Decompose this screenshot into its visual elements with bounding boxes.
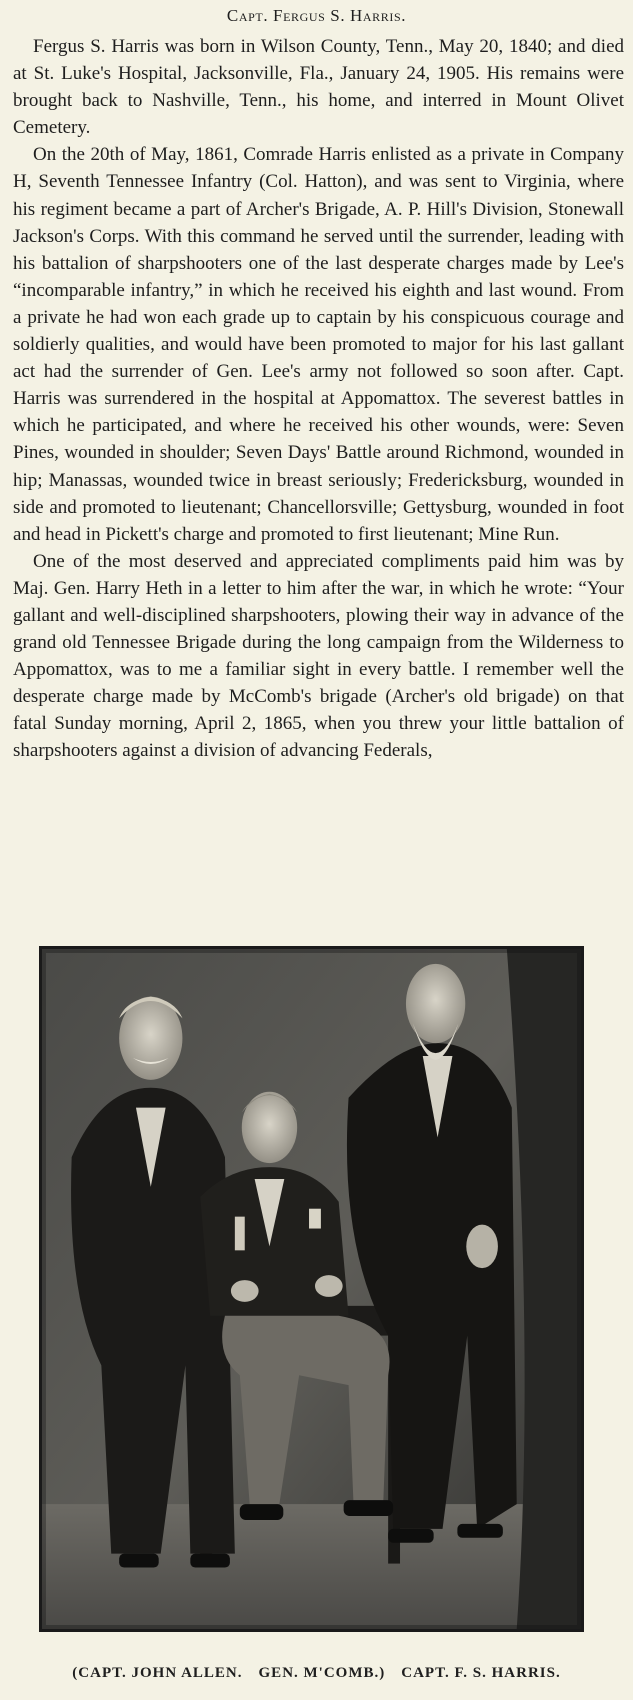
group-portrait-photo	[39, 946, 584, 1632]
paragraph-birth-death: Fergus S. Harris was born in Wilson County, Tenn., May 20, 1840; and died at St. Luke's Hospital, Jacksonville, Fla., January 24, 1905. His remains were brought back to Nashville, Tenn., his home, and interred in Mount Olivet Cemetery.	[13, 36, 624, 139]
photo-caption	[0, 1665, 633, 1682]
paragraph-heth-letter: One of the most deserved and appreciated compliments paid him was by Maj. Gen. Harry Heth in a letter to him after the war, in which he wrote: “Your gallant and well-disciplined sharpshooters, plowing their way in advance of the grand old Tennessee Brigade during the long campaign from the Wilderness to Appomattox, was to me a familiar sight in every battle. I remember well the desperate charge made by McComb's brigade (Archer's old brigade) on that fatal Sunday morning, April 2, 1865, when you threw your little battalion of sharpshooters against a division of advancing Federals,	[13, 550, 624, 762]
caption-middle-name: GEN. M'COMB.)	[258, 1665, 386, 1681]
caption-left-name: (CAPT. JOHN ALLEN.	[72, 1665, 243, 1681]
article-title: Capt. Fergus S. Harris.	[226, 6, 407, 25]
article-body	[13, 33, 624, 765]
caption-right-name: CAPT. F. S. HARRIS.	[401, 1665, 561, 1681]
paragraph-military-service: On the 20th of May, 1861, Comrade Harris enlisted as a private in Company H, Seventh Tennessee Infantry (Col. Hatton), and was sent to Virginia, where his regiment became a part of Archer's Brigade, A. P. Hill's Division, Stonewall Jackson's Corps. With this command he served until the surrender, leading with his battalion of sharpshooters one of the last desperate charges made by Lee's “incomparable infantry,” in which he received his eighth and last wound. From a private he had won each grade up to captain by his conspicuous courage and soldierly qualities, and would have been promoted to major for his last gallant act had the surrender of Gen. Lee's army not followed so soon after. Capt. Harris was surrendered in the hospital at Appomattox. The severest battles in which he participated, and where he received his other wounds, were: Seven Pines, wounded in shoulder; Seven Days' Battle around Richmond, wounded in hip; Manassas, wounded twice in breast seriously; Fredericksburg, wounded in side and promoted to lieutenant; Chancellorsville; Gettysburg, wounded in foot and head in Pickett's charge and promoted to first lieutenant; Mine Run.	[13, 144, 624, 545]
